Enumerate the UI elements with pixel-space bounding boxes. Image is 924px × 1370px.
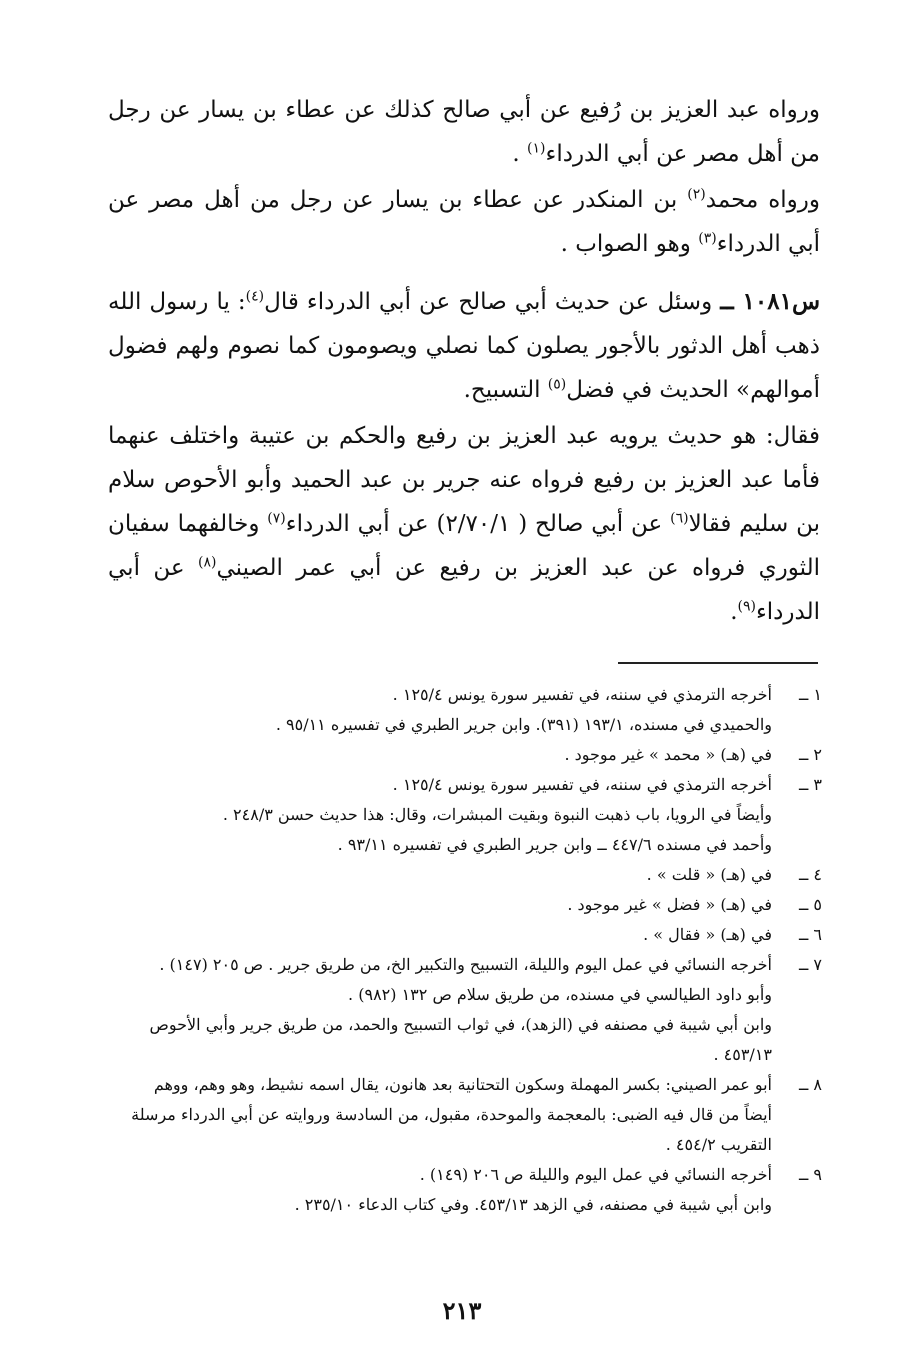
footnote-number: ٤ ــ (798, 865, 822, 884)
footnote (112, 1160, 822, 1220)
footnote (112, 740, 822, 770)
footnote-ref: (٩) (737, 598, 756, 615)
paragraph-2 (108, 178, 820, 266)
text-span: وخالفهما سفيان الثوري فرواه عن عبد العزيز بن رفيع عن أبي عمر الصيني (108, 511, 820, 581)
footnote-separator (618, 662, 818, 664)
footnote-line: في (هـ) « فضل » غير موجود . (567, 895, 772, 914)
footnote-ref: (٧) (267, 510, 286, 527)
footnote-line: وابن أبي شيبة في مصنفه في (الزهد)، في ثواب التسبيح والحمد، من طريق جرير وأبي الأحوص (149, 1015, 772, 1034)
footnote-ref: (٤) (245, 288, 265, 305)
paragraph-1 (108, 88, 820, 176)
footnote-line: وابن أبي شيبة في مصنفه، في الزهد ٤٥٣/١٣. وفي كتاب الدعاء ٢٣٥/١٠ . (294, 1195, 772, 1214)
footnote (112, 680, 822, 740)
text-span: وسئل عن حديث أبي صالح عن أبي الدرداء قال (264, 289, 721, 315)
footnotes (112, 680, 822, 1220)
footnote-number: ٨ ــ (798, 1075, 822, 1094)
footnote-line: أخرجه النسائي في عمل اليوم والليلة ص ٢٠٦ (١٤٩) . (419, 1165, 772, 1184)
footnote-number: ٥ ــ (798, 895, 822, 914)
footnote-number: ٢ ــ (798, 745, 822, 764)
footnote-ref: (٢) (687, 186, 706, 203)
footnote-line: وأحمد في مسنده ٤٤٧/٦ ــ وابن جرير الطبري في تفسيره ٩٣/١١ . (337, 835, 772, 854)
text-span: فقال: هو حديث يرويه عبد العزيز بن رفيع والحكم بن عتيبة واختلف عنهما فأما عبد العزيز بن رفيع فرواه عنه جرير بن عبد الحميد وأبو الأحوص سلام بن سليم فقالا (108, 423, 821, 537)
question-paragraph (108, 280, 820, 412)
footnote-line: أبو عمر الصيني: بكسر المهملة وسكون التحتانية بعد هانون، يقال اسمه نشيط، وهو وهم، ووهم (153, 1075, 772, 1094)
answer-paragraph (108, 414, 820, 634)
text-span: التسبيح. (463, 377, 548, 403)
footnote-line: في (هـ) « قلت » . (646, 865, 772, 884)
footnote-line: أيضاً من قال فيه الضبى: بالمعجمة والموحدة، مقبول، من السادسة وروايته عن أبي الدرداء مرسلة (131, 1105, 772, 1124)
footnote-ref: (٨) (198, 554, 217, 571)
footnote-line: أخرجه الترمذي في سننه، في تفسير سورة يونس ١٢٥/٤ . (392, 685, 772, 704)
footnote-line: وأيضاً في الرويا، باب ذهبت النبوة وبقيت المبشرات، وقال: هذا حديث حسن ٢٤٨/٣ . (222, 805, 772, 824)
footnote-line: في (هـ) « فقال » . (643, 925, 772, 944)
footnote (112, 1070, 822, 1160)
footnote-number: ٣ ــ (798, 775, 822, 794)
text-span: وهو الصواب . (560, 231, 699, 257)
footnote-line: وأبو داود الطيالسي في مسنده، من طريق سلام ص ١٣٢ (٩٨٢) . (348, 985, 772, 1004)
text-span: عن أبي صالح ( ٢/٧٠/١) عن أبي الدرداء (285, 511, 671, 537)
text-span: ورواه محمد (705, 187, 820, 213)
text-span: عن أبي الدرداء (108, 555, 820, 625)
text-span: . (512, 141, 528, 167)
footnote-line: في (هـ) « محمد » غير موجود . (564, 745, 772, 764)
footnote-number: ١ ــ (798, 685, 822, 704)
footnote (112, 920, 822, 950)
footnote-ref: (١) (527, 140, 546, 157)
footnote-number: ٦ ــ (798, 925, 822, 944)
text-span: بن المنكدر عن عطاء بن يسار عن رجل من أهل مصر عن أبي الدرداء (108, 187, 820, 257)
footnote-ref: (٣) (698, 230, 717, 247)
footnote-number: ٧ ــ (798, 955, 822, 974)
footnote-line: أخرجه الترمذي في سننه، في تفسير سورة يونس ١٢٥/٤ . (392, 775, 772, 794)
footnote (112, 860, 822, 890)
footnote (112, 890, 822, 920)
footnote (112, 950, 822, 1070)
question-number: س١٠٨١ ــ (720, 288, 821, 315)
text-span: : يا رسول الله ذهب أهل الدثور بالأجور يصلون كما نصلي ويصومون كما نصوم ولهم فضول أموالهم» الحديث في فضل (108, 289, 821, 403)
footnote-number: ٩ ــ (798, 1165, 822, 1184)
footnote-line: ٤٥٣/١٣ . (713, 1045, 772, 1064)
text-span: . (730, 599, 738, 625)
footnote-ref: (٦) (670, 510, 689, 527)
page-number: ٢١٣ (442, 1296, 482, 1325)
main-text (108, 88, 820, 634)
footnote-ref: (٥) (547, 376, 567, 393)
text-span: ورواه عبد العزيز بن رُفيع عن أبي صالح كذلك عن عطاء بن يسار عن رجل من أهل مصر عن أبي الدرداء (108, 97, 820, 167)
footnote (112, 770, 822, 860)
footnote-line: والحميدي في مسنده، ١٩٣/١ (٣٩١). وابن جرير الطبري في تفسيره ٩٥/١١ . (275, 715, 772, 734)
footnote-line: التقريب ٤٥٤/٢ . (665, 1135, 772, 1154)
footnote-line: أخرجه النسائي في عمل اليوم والليلة، التسبيح والتكبير الخ، من طريق جرير . ص ٢٠٥ (١٤٧) . (159, 955, 772, 974)
